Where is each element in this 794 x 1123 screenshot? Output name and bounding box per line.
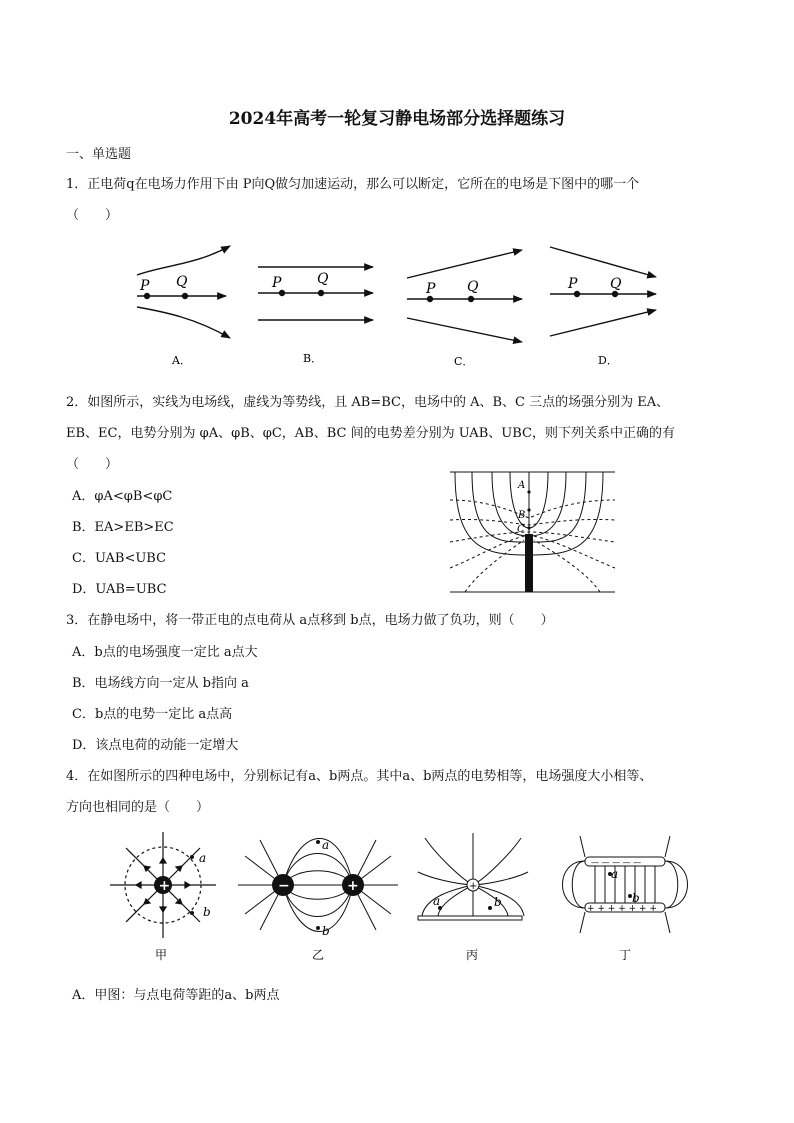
q3-option-a: A．b点的电场强度一定比 a点大 [72, 645, 258, 660]
q4-label-bing: 丙 [466, 948, 479, 962]
q4-ding-top-plate: — — — — — [591, 858, 642, 867]
q4-yi-negative: − [278, 878, 290, 894]
q1-a-point-q: Q [176, 274, 188, 290]
q2-figure [450, 470, 620, 596]
q4-yi-point-a: a [322, 838, 330, 852]
q2-point-c: C [517, 524, 525, 535]
q1-figures [120, 240, 680, 370]
q1-figure-a [137, 246, 230, 338]
page-title: 2024年高考一轮复习静电场部分选择题练习 [228, 109, 566, 129]
q1-figure-c [407, 250, 522, 342]
q1-d-point-q: Q [610, 276, 622, 292]
q3-stem: 3．在静电场中，将一带正电的点电荷从 a点移到 b点，电场力做了负功，则（ ） [66, 613, 554, 628]
q1-label-c: C． [454, 355, 474, 368]
q2-point-a: A [518, 480, 526, 491]
q1-d-point-p: P [568, 276, 578, 292]
q4-jia-point-b: b [203, 905, 211, 919]
q2-stem-line1: 2．如图所示，实线为电场线，虚线为等势线，且 AB=BC，电场中的 A、B、C 三点的场强分别为 EA、 [66, 395, 670, 410]
q4-figure-ding [563, 836, 688, 933]
q1-stem-line1: 1．正电荷q在电场力作用下由 P向Q做匀加速运动，那么可以断定，它所在的电场是下图中的哪一个 [66, 177, 640, 192]
q1-figure-d [550, 247, 656, 336]
q4-label-jia: 甲 [155, 948, 168, 962]
q4-label-yi: 乙 [312, 948, 325, 962]
q1-b-point-q: Q [317, 271, 329, 287]
section-heading: 一、单选题 [66, 147, 132, 162]
q1-c-point-q: Q [467, 279, 479, 295]
q4-bing-point-b: b [494, 895, 502, 909]
q4-bing-point-a: a [433, 894, 441, 908]
q4-yi-point-b: b [322, 924, 330, 938]
q2-option-c: C．UAB<UBC [72, 551, 167, 566]
q1-label-b: B． [303, 352, 323, 365]
q2-stem-line2: EB、EC，电势分别为 φA、φB、φC，AB、BC 间的电势差分别为 UAB、UBC，则下列关系中正确的有 [66, 426, 675, 441]
q4-figures [100, 828, 700, 968]
q4-figure-yi [238, 839, 398, 932]
q4-label-ding: 丁 [619, 948, 632, 962]
q1-c-point-p: P [426, 281, 436, 297]
q3-option-b: B．电场线方向一定从 b指向 a [72, 676, 249, 691]
q4-option-a: A．甲图：与点电荷等距的a、b两点 [72, 988, 280, 1003]
q2-option-a: A．φA<φB<φC [72, 489, 173, 504]
q2-option-b: B．EA>EB>EC [72, 520, 174, 535]
q4-bing-charge: + [469, 881, 478, 892]
q4-ding-bottom-plate: + + + + + + + [587, 904, 657, 914]
q4-yi-positive: + [347, 878, 359, 894]
q2-stem-line3: （ ） [66, 457, 119, 472]
q4-ding-point-b: b [632, 891, 640, 905]
q4-jia-point-a: a [199, 851, 207, 865]
q4-ding-point-a: a [611, 867, 619, 881]
q1-stem-line2: （ ） [66, 208, 119, 223]
q4-stem-line2: 方向也相同的是（ ） [66, 800, 210, 815]
q1-b-point-p: P [272, 275, 282, 291]
q3-option-c: C．b点的电势一定比 a点高 [72, 707, 233, 722]
q4-stem-line1: 4．在如图所示的四种电场中，分别标记有a、b两点。其中a、b两点的电势相等，电场强度大小相等、 [66, 769, 653, 784]
q2-option-d: D．UAB=UBC [72, 582, 167, 597]
q2-point-b: B [518, 510, 526, 521]
q1-label-a: A． [172, 354, 191, 367]
q1-a-point-p: P [140, 278, 150, 294]
q3-option-d: D．该点电荷的动能一定增大 [72, 738, 239, 753]
q4-jia-charge: + [158, 878, 171, 894]
q1-label-d: D． [598, 354, 618, 367]
